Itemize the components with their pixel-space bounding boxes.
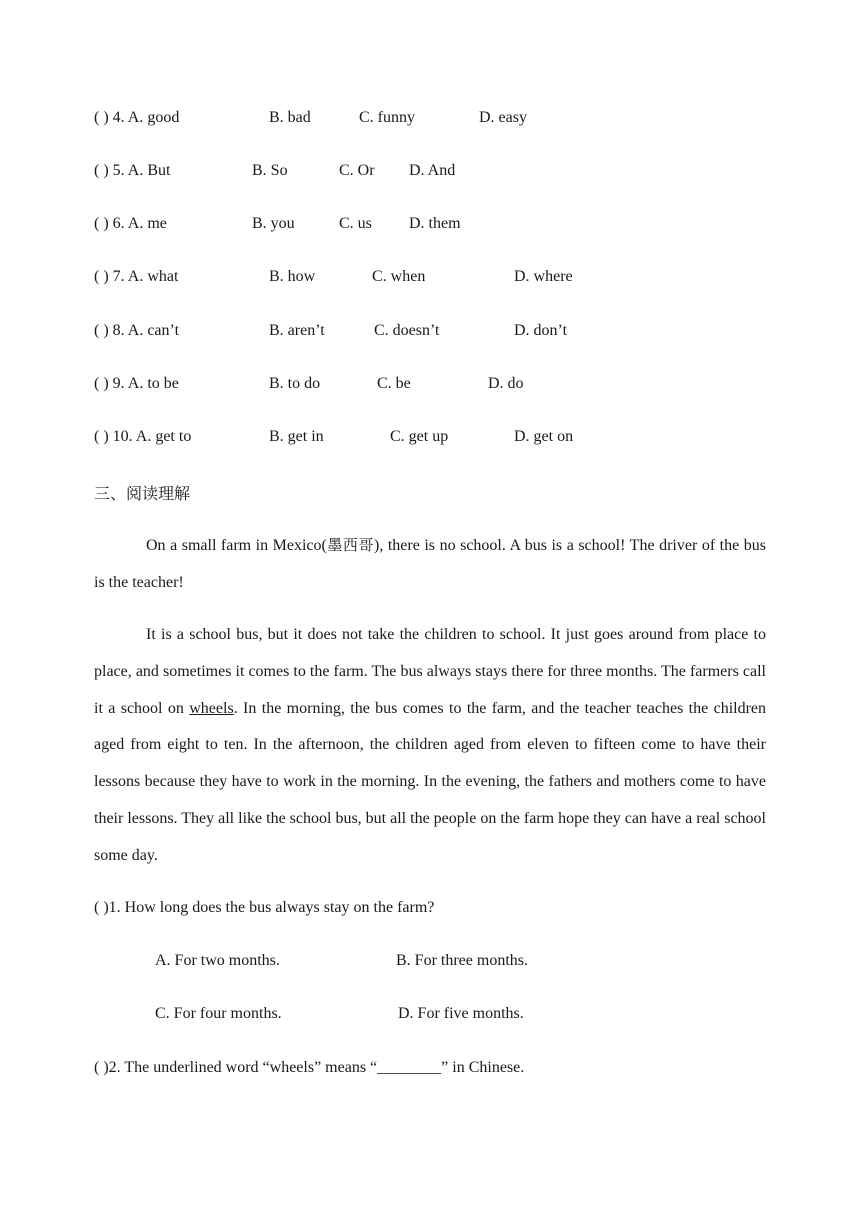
option-c: C. For four months. [155,1005,282,1022]
question-stem: ( ) 7. A. what [94,268,179,285]
section-title: 三、阅读理解 [94,484,191,503]
question-stem: ( ) 9. A. to be [94,375,179,392]
option-c: C. doesn’t [374,322,440,339]
passage-text: ), there is no school. A bus is a school! The driver of the bus is the teacher! [94,537,766,591]
option-c: C. when [372,268,426,285]
option-c: C. get up [390,428,449,445]
option-c: C. us [339,215,372,232]
question-stem: ( ) 6. A. me [94,215,167,232]
option-d: D. easy [479,109,527,126]
question-stem: ( )1. How long does the bus always stay on the farm? [94,899,435,916]
option-b: B. For three months. [396,952,528,969]
option-b: B. bad [269,109,311,126]
passage-text: . In the morning, the bus comes to the farm, and the teacher teaches the children aged from eight to ten. In the afternoon, the children aged from eleven to fifteen come to have their lessons because they have to work in the morning. In the evening, the fathers and mothers come to have their lessons. They all like the school bus, but all the people on the farm hope they can have a real school some day. [94,699,767,864]
option-c: C. be [377,375,411,392]
question-stem: ( ) 10. A. get to [94,428,192,445]
passage-text: On a small farm in Mexico( [146,537,327,554]
underlined-word: wheels [189,699,234,717]
option-d: D. where [514,268,573,285]
option-d: D. For five months. [398,1005,524,1022]
option-b: B. you [252,215,295,232]
option-d: D. And [409,162,456,179]
passage-cjk-gloss: 墨西哥 [326,536,374,554]
option-d: D. don’t [514,322,568,339]
option-b: B. how [269,268,316,285]
question-stem: ( ) 5. A. But [94,162,171,179]
question-stem: ( ) 4. A. good [94,109,180,126]
option-d: D. them [409,215,461,232]
passage-paragraph [94,527,766,602]
option-b: B. So [252,162,288,179]
option-b: B. aren’t [269,322,325,339]
option-d: D. do [488,375,524,392]
option-b: B. to do [269,375,321,392]
option-b: B. get in [269,428,324,445]
question-stem: ( ) 8. A. can’t [94,322,180,339]
option-d: D. get on [514,428,574,445]
option-c: C. funny [359,109,415,126]
question-stem: ( )2. The underlined word “wheels” means “________” in Chinese. [94,1059,525,1076]
passage-text: It is a school bus, but it does not take the children to school. It just goes around from place to place, and sometimes it comes to the farm. The bus always stays there for three months. The farmers call it a school on [94,626,766,717]
option-a: A. For two months. [155,952,280,969]
option-c: C. Or [339,162,375,179]
passage-paragraph [94,617,766,875]
